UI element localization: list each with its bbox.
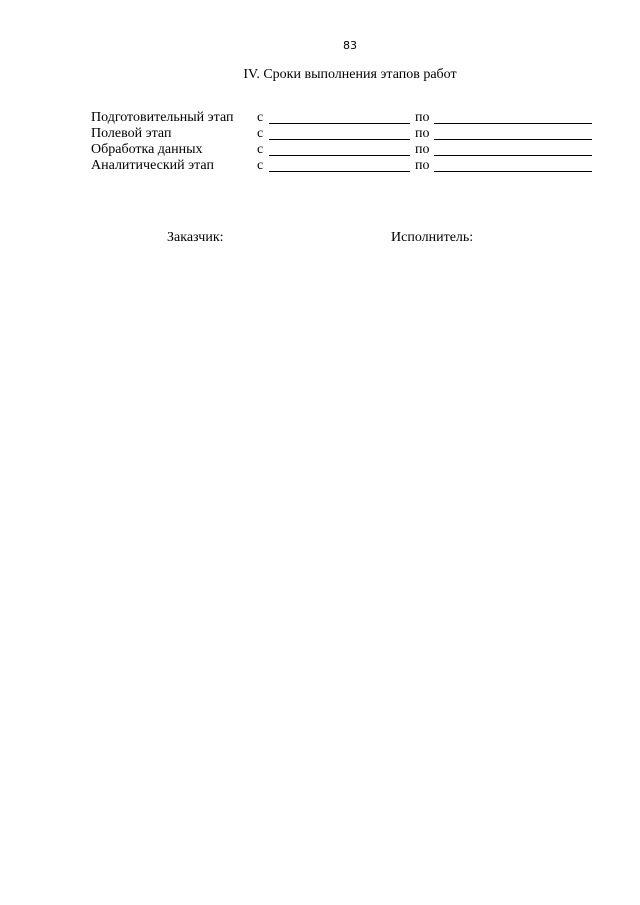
to-date-line — [434, 155, 592, 156]
to-label: по — [415, 158, 430, 173]
to-date-line — [434, 139, 592, 140]
stage-name: Подготовительный этап — [91, 110, 234, 125]
stage-row — [91, 126, 601, 142]
from-label: с — [257, 110, 264, 125]
stage-name: Полевой этап — [91, 126, 172, 141]
from-label: с — [257, 142, 264, 157]
stages-schedule — [91, 110, 601, 174]
from-date-line — [269, 123, 410, 124]
to-label: по — [415, 126, 430, 141]
page-number: 83 — [343, 39, 357, 52]
to-label: по — [415, 110, 430, 125]
to-date-line — [434, 123, 592, 124]
stage-row — [91, 110, 601, 126]
from-date-line — [269, 171, 410, 172]
stage-row — [91, 158, 601, 174]
section-title: IV. Сроки выполнения этапов работ — [243, 67, 457, 82]
from-label: с — [257, 126, 264, 141]
from-date-line — [269, 155, 410, 156]
stage-row — [91, 142, 601, 158]
contractor-signature-label: Исполнитель: — [391, 230, 474, 245]
customer-signature-label: Заказчик: — [167, 230, 224, 245]
stage-name: Обработка данных — [91, 142, 203, 157]
from-label: с — [257, 158, 264, 173]
to-date-line — [434, 171, 592, 172]
from-date-line — [269, 139, 410, 140]
stage-name: Аналитический этап — [91, 158, 214, 173]
to-label: по — [415, 142, 430, 157]
